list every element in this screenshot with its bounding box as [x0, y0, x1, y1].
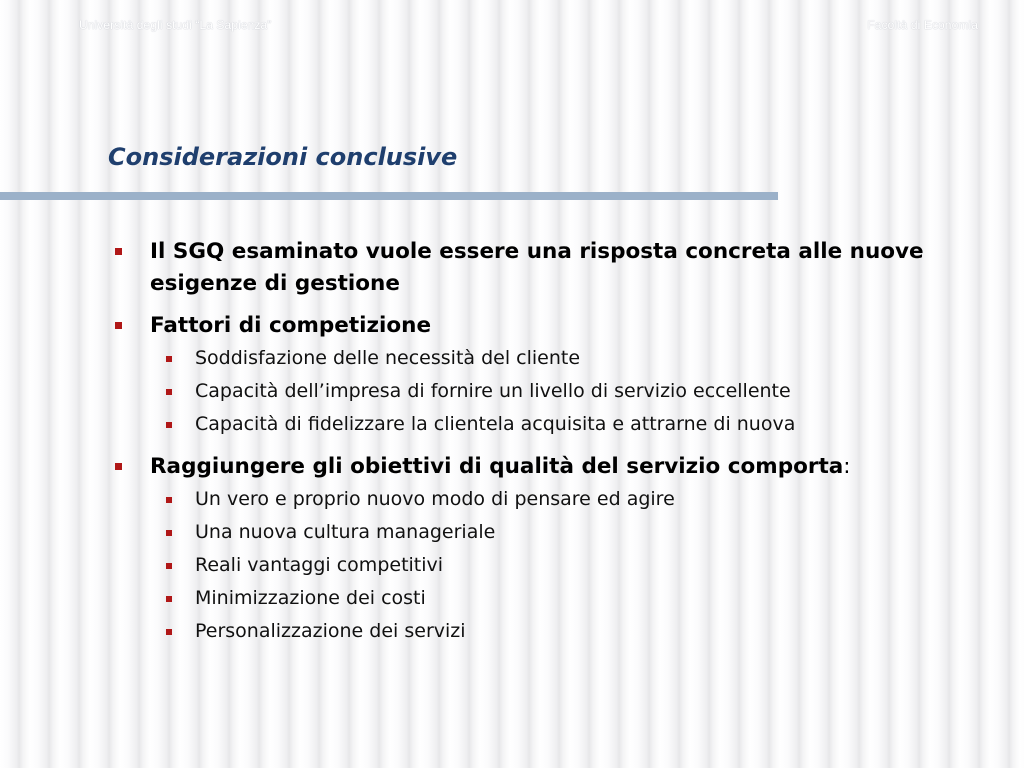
- title-underline: [0, 192, 778, 200]
- square-bullet-icon: [115, 248, 122, 255]
- sub-bullet-list: [150, 342, 928, 441]
- sub-bullet-item: [108, 615, 928, 648]
- bullet-item: [108, 451, 928, 648]
- square-bullet-icon: [166, 389, 172, 395]
- square-bullet-icon: [166, 596, 172, 602]
- sub-bullet-text: Minimizzazione dei costi: [195, 587, 426, 609]
- bullet-text: Il SGQ esaminato vuole essere una risposta concreta alle nuove esigenze di gestione: [150, 239, 924, 296]
- bullet-list: [108, 236, 928, 648]
- sub-bullet-item: [108, 408, 928, 441]
- sub-bullet-item: [108, 483, 928, 516]
- sub-bullet-text: Capacità di fidelizzare la clientela acquisita e attrarne di nuova: [195, 413, 796, 435]
- sub-bullet-text: Un vero e proprio nuovo modo di pensare ed agire: [195, 488, 675, 510]
- bullet-item: [108, 310, 928, 441]
- square-bullet-icon: [166, 563, 172, 569]
- sub-bullet-text: Soddisfazione delle necessità del cliente: [195, 347, 581, 369]
- sub-bullet-list: [150, 483, 928, 648]
- square-bullet-icon: [166, 422, 172, 428]
- square-bullet-icon: [166, 530, 172, 536]
- sub-bullet-item: [108, 582, 928, 615]
- square-bullet-icon: [166, 356, 172, 362]
- sub-bullet-text: Una nuova cultura manageriale: [195, 521, 496, 543]
- square-bullet-icon: [166, 497, 172, 503]
- sub-bullet-item: [108, 342, 928, 375]
- sub-bullet-text: Capacità dell’impresa di fornire un livello di servizio eccellente: [195, 380, 791, 402]
- sub-bullet-text: Personalizzazione dei servizi: [195, 620, 466, 642]
- square-bullet-icon: [115, 463, 122, 470]
- bullet-text: Fattori di competizione: [150, 313, 432, 338]
- square-bullet-icon: [166, 629, 172, 635]
- bullet-text: Raggiungere gli obiettivi di qualità del servizio comporta: [150, 454, 844, 479]
- bullet-item: [108, 236, 928, 300]
- sub-bullet-item: [108, 549, 928, 582]
- square-bullet-icon: [115, 322, 122, 329]
- sub-bullet-text: Reali vantaggi competitivi: [195, 554, 444, 576]
- sub-bullet-item: [108, 375, 928, 408]
- header-university: Università degli studi “La Sapienza”: [79, 18, 272, 32]
- slide-title: Considerazioni conclusive: [108, 143, 458, 171]
- sub-bullet-item: [108, 516, 928, 549]
- bullet-text-suffix: :: [843, 454, 851, 479]
- header-faculty: Facoltà di Economia: [867, 18, 978, 32]
